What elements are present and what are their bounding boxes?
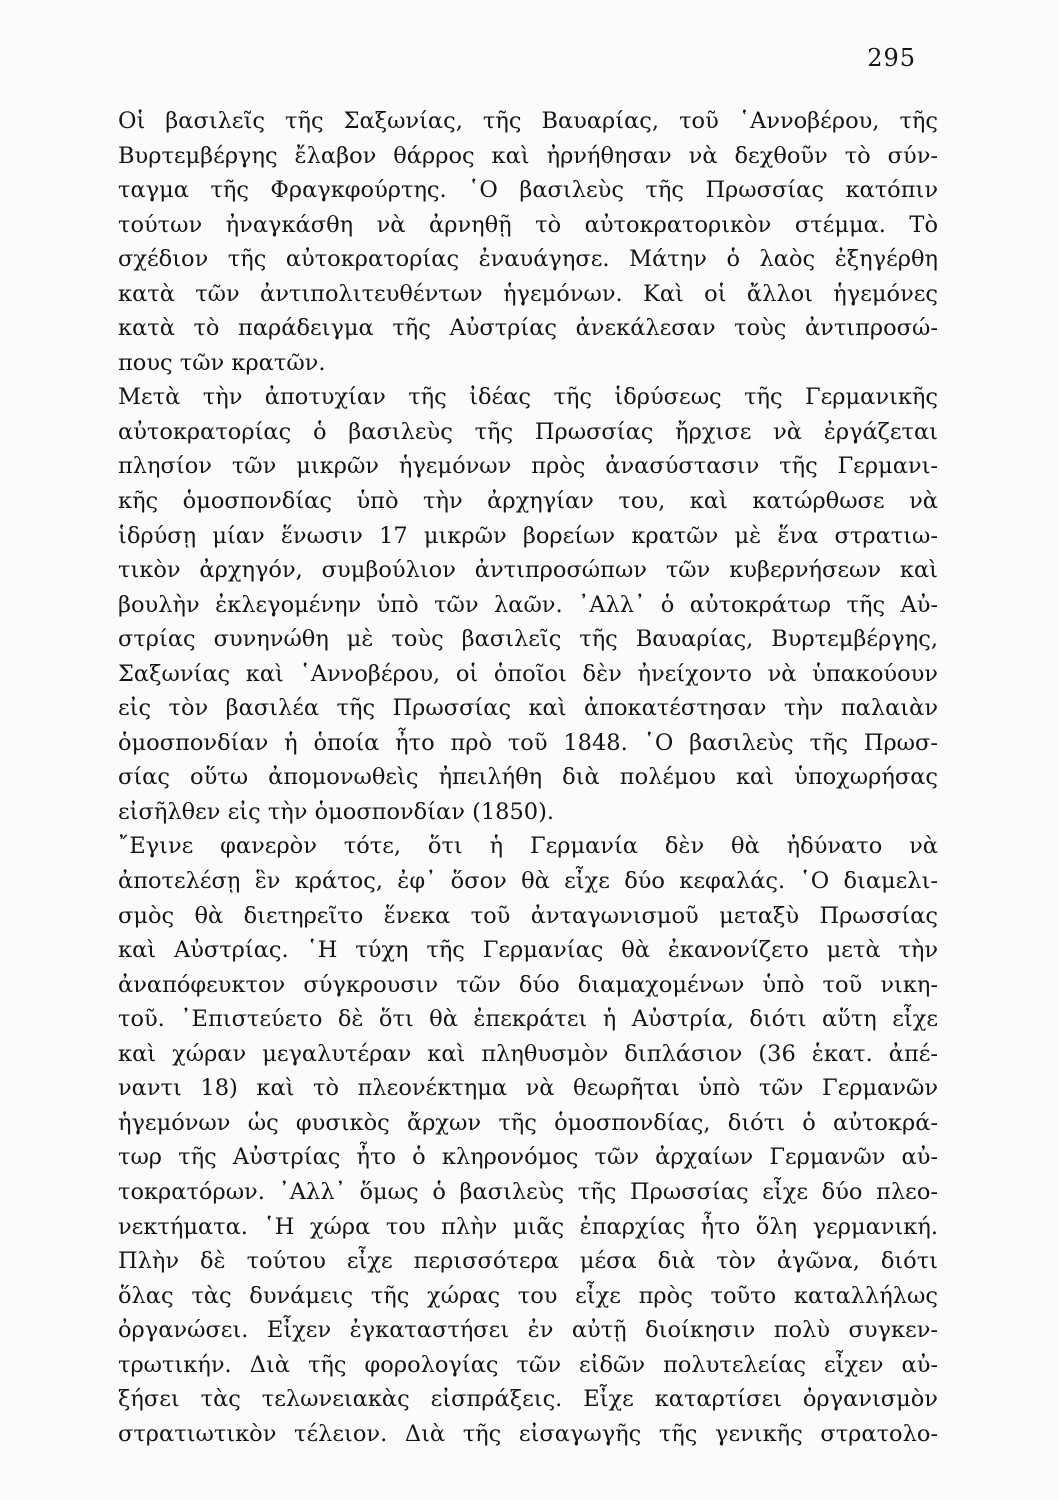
text-line: ὅλας τὰς δυνάμεις τῆς χώρας του εἶχε πρὸς τοῦτο καταλλήλως [118, 1282, 938, 1309]
text-line: Βυρτεμβέργης ἔλαβον θάρρος καὶ ἠρνήθησαν νὰ δεχθοῦν τὸ σύν- [118, 142, 938, 169]
text-line: Μετὰ τὴν ἀποτυχίαν τῆς ἰδέας τῆς ἱδρύσεως τῆς Γερμανικῆς [118, 384, 938, 411]
page-number: 295 [867, 44, 916, 72]
text-line: ταγμα τῆς Φραγκφούρτης. ῾Ο βασιλεὺς τῆς Πρωσσίας κατόπιν [118, 177, 938, 204]
text-line: τικὸν ἀρχηγόν, συμβούλιον ἀντιπροσώπων τῶν κυβερνήσεων καὶ [118, 557, 938, 584]
text-line: πλησίον τῶν μικρῶν ἡγεμόνων πρὸς ἀνασύστασιν τῆς Γερμανι- [118, 453, 938, 480]
text-line: καὶ Αὐστρίας. ῾Η τύχη τῆς Γερμανίας θὰ ἐκανονίζετο μετὰ τὴν [118, 937, 938, 964]
text-line: κατὰ τῶν ἀντιπολιτευθέντων ἡγεμόνων. Καὶ οἱ ἄλλοι ἡγεμόνες [118, 280, 938, 307]
text-line: τρωτικήν. Διὰ τῆς φορολογίας τῶν εἰδῶν πολυτελείας εἶχεν αὐ- [118, 1351, 938, 1378]
text-line: καὶ χώραν μεγαλυτέραν καὶ πληθυσμὸν διπλάσιον (36 ἑκατ. ἀπέ- [118, 1040, 938, 1067]
text-line: ξήσει τὰς τελωνειακὰς εἰσπράξεις. Εἶχε καταρτίσει ὀργανισμὸν [118, 1386, 938, 1413]
text-line: στρίας συνηνώθη μὲ τοὺς βασιλεῖς τῆς Βαυαρίας, Βυρτεμβέργης, [118, 626, 938, 653]
text-line: τωρ τῆς Αὐστρίας ἦτο ὁ κληρονόμος τῶν ἀρχαίων Γερμανῶν αὐ- [118, 1144, 938, 1171]
text-line: νεκτήματα. ῾Η χώρα του πλὴν μιᾶς ἐπαρχίας ἦτο ὅλη γερμανική. [118, 1213, 938, 1240]
text-line: στρατιωτικὸν τέλειον. Διὰ τῆς εἰσαγωγῆς τῆς γενικῆς στρατολο- [118, 1420, 938, 1447]
text-line: βουλὴν ἐκλεγομένην ὑπὸ τῶν λαῶν. ᾿Αλλ᾿ ὁ αὐτοκράτωρ τῆς Αὐ- [118, 591, 938, 618]
text-line: σμὸς θὰ διετηρεῖτο ἕνεκα τοῦ ἀνταγωνισμοῦ μεταξὺ Πρωσσίας [118, 902, 938, 929]
text-line: ἀποτελέσῃ ἓν κράτος, ἐφ᾿ ὅσον θὰ εἶχε δύο κεφαλάς. ῾Ο διαμελι- [118, 868, 938, 895]
body-text [118, 104, 938, 1451]
text-line: ἱδρύσῃ μίαν ἕνωσιν 17 μικρῶν βορείων κρατῶν μὲ ἕνα στρατιω- [118, 522, 938, 549]
text-line: ἡγεμόνων ὡς φυσικὸς ἄρχων τῆς ὁμοσπονδίας, διότι ὁ αὐτοκρά- [118, 1109, 938, 1136]
text-line: σίας οὕτω ἀπομονωθεὶς ἠπειλήθη διὰ πολέμου καὶ ὑποχωρήσας [118, 764, 938, 791]
text-line: Πλὴν δὲ τούτου εἶχε περισσότερα μέσα διὰ τὸν ἀγῶνα, διότι [118, 1248, 938, 1275]
text-line: τοῦ. ᾿Επιστεύετο δὲ ὅτι θὰ ἐπεκράτει ἡ Αὐστρία, διότι αὕτη εἶχε [118, 1006, 938, 1033]
text-line: ῎Εγινε φανερὸν τότε, ὅτι ἡ Γερμανία δὲν θὰ ἠδύνατο νὰ [118, 833, 938, 860]
text-line: κατὰ τὸ παράδειγμα τῆς Αὐστρίας ἀνεκάλεσαν τοὺς ἀντιπροσώ- [118, 315, 938, 342]
text-line: εἰς τὸν βασιλέα τῆς Πρωσσίας καὶ ἀποκατέστησαν τὴν παλαιὰν [118, 695, 938, 722]
text-line: τοκρατόρων. ᾿Αλλ᾿ ὅμως ὁ βασιλεὺς τῆς Πρωσσίας εἶχε δύο πλεο- [118, 1178, 938, 1205]
text-line: ἀναπόφευκτον σύγκρουσιν τῶν δύο διαμαχομένων ὑπὸ τοῦ νικη- [118, 971, 938, 998]
text-line: εἰσῆλθεν εἰς τὴν ὁμοσπονδίαν (1850). [118, 798, 555, 825]
text-line: ναντι 18) καὶ τὸ πλεονέκτημα νὰ θεωρῆται ὑπὸ τῶν Γερμανῶν [118, 1075, 938, 1102]
text-line: τούτων ἠναγκάσθη νὰ ἀρνηθῇ τὸ αὐτοκρατορικὸν στέμμα. Τὸ [118, 211, 938, 238]
text-line: κῆς ὁμοσπονδίας ὑπὸ τὴν ἀρχηγίαν του, καὶ κατώρθωσε νὰ [118, 488, 938, 515]
text-line: σχέδιον τῆς αὐτοκρατορίας ἐναυάγησε. Μάτην ὁ λαὸς ἐξηγέρθη [118, 246, 938, 273]
text-line: πους τῶν κρατῶν. [118, 349, 326, 376]
text-line: Σαξωνίας καὶ ῾Αννοβέρου, οἱ ὁποῖοι δὲν ἠνείχοντο νὰ ὑπακούουν [118, 660, 938, 687]
text-line: αὐτοκρατορίας ὁ βασιλεὺς τῆς Πρωσσίας ἤρχισε νὰ ἐργάζεται [118, 418, 938, 445]
text-line: ὁμοσπονδίαν ἡ ὁποία ἦτο πρὸ τοῦ 1848. ῾Ο βασιλεὺς τῆς Πρωσ- [118, 729, 938, 756]
text-line: Οἱ βασιλεῖς τῆς Σαξωνίας, τῆς Βαυαρίας, τοῦ ῾Αννοβέρου, τῆς [118, 108, 938, 134]
text-line: ὀργανώσει. Εἶχεν ἐγκαταστήσει ἐν αὐτῇ διοίκησιν πολὺ συγκεν- [118, 1317, 938, 1344]
